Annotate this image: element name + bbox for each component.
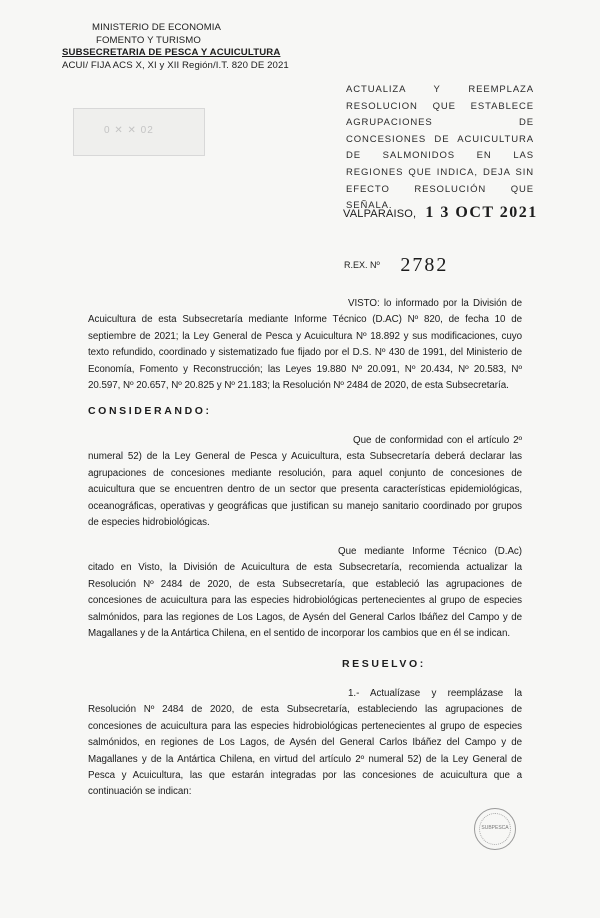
dateline <box>343 204 538 222</box>
ministry-name: MINISTERIO DE ECONOMIA <box>92 22 222 33</box>
resuelvo-paragraph-1: 1.- Actualízase y reemplázase la Resolución Nº 2484 de 2020, de esta Subsecretaría, estableciendo las agrupaciones de concesiones de acuicultura para las especies hidrobiológicas pertenecientes al grupo de especies salmónidos, en regiones de Los Lagos, de Aysén del General Carlos Ibáñez del Campo y de Magallanes y de la Antártica Chilena, en virtud del artículo 2º numeral 52) de la Ley General de Pesca y Acuicultura, las que estarán integradas por las concesiones de acuicultura que a continuación se indican: <box>88 688 522 798</box>
place: VALPARAISO, <box>343 208 417 220</box>
official-seal: SUBPESCA <box>474 808 516 850</box>
resolution-number: 2782 <box>400 254 449 276</box>
resuelvo-heading: RESUELVO: <box>342 658 426 670</box>
ministry-subtitle: FOMENTO Y TURISMO <box>96 34 201 46</box>
considerando-paragraph-2: Que mediante Informe Técnico (D.Ac) citado en Visto, la División de Acuicultura de esta Subsecretaría, recomienda actualizar la Resolución Nº 2484 de 2020, de esta Subsecretaría, que estableció las agrupaciones de concesiones de acuicultura para las especies hidrobiológicas pertenecientes al grupo de especies salmónidos, para las regiones de Los Lagos, de Aysén del General Carlos Ibáñez del Campo y de Magallanes y de la Antártica Chilena, en el sentido de incorporar los cambios que en él se indican. <box>88 546 522 640</box>
undersecretariat-name: SUBSECRETARIA DE PESCA Y ACUICULTURA <box>62 47 281 58</box>
file-reference: ACUI/ FIJA ACS X, XI y XII Región/I.T. 820 DE 2021 <box>62 59 289 71</box>
resolution-label: R.EX. Nº <box>344 260 380 270</box>
resolution-number-line <box>344 254 448 277</box>
resolution-subject: ACTUALIZA Y REEMPLAZA RESOLUCION QUE ESTABLECE AGRUPACIONES DE CONCESIONES DE ACUICULTURA DE SALMONIDOS EN LAS REGIONES QUE INDICA, DEJA SIN EFECTO RESOLUCIÓN QUE SEÑALA. <box>346 84 534 212</box>
considerando-heading: CONSIDERANDO: <box>88 405 212 417</box>
letterhead <box>62 22 289 72</box>
considerando-paragraph-1: Que de conformidad con el artículo 2º numeral 52) de la Ley General de Pesca y Acuicultura, esta Subsecretaría deberá declarar las agrupaciones de concesiones mediante resolución, para aquel conjunto de concesiones de acuicultura que se encuentren dentro de un sector que presenta características epidemiológicas, oceanográficas, operativas y geográficas que justifican su manejo sanitario coordinado por grupos de especies hidrobiológicas. <box>88 435 522 529</box>
date-stamp: 1 3 OCT 2021 <box>425 204 538 221</box>
visto-paragraph: VISTO: lo informado por la División de Acuicultura de esta Subsecretaría mediante Informe Técnico (D.AC) Nº 820, de fecha 10 de septiembre de 2021; la Ley General de Pesca y Acuicultura Nº 18.892 y sus modificaciones, cuyo texto refundido, coordinado y sistematizado fue fijado por el D.S. Nº 430 de 1991, del Ministerio de Economía, Fomento y Reconstrucción; las Leyes 19.880 Nº 20.091, Nº 20.434, Nº 20.583, Nº 20.597, Nº 20.657, Nº 20.825 y Nº 21.183; la Resolución Nº 2484 de 2020, de esta Subsecretaría. <box>88 298 522 392</box>
received-stamp: 0 ✕ ✕ 02 <box>73 108 205 156</box>
